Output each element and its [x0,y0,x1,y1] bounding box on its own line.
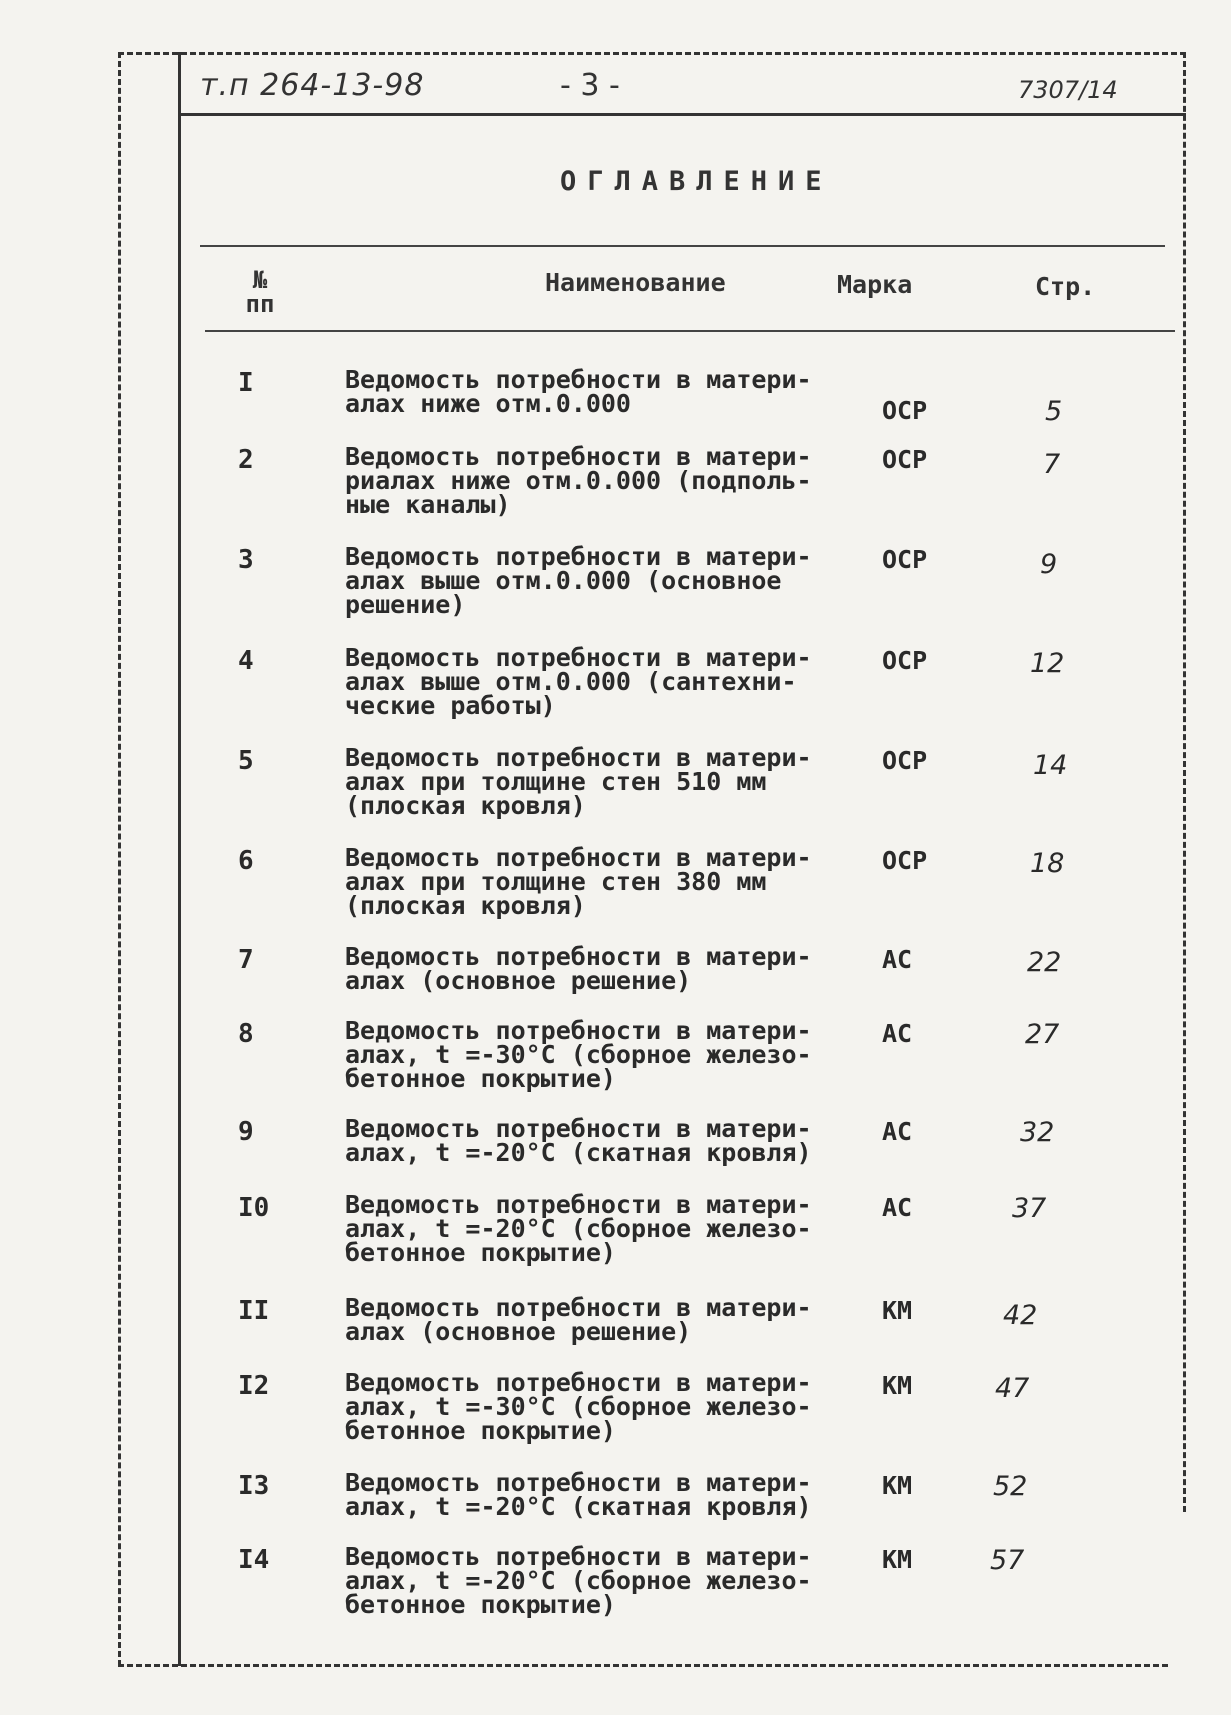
row-number: 2 [238,445,254,475]
row-number: 3 [238,545,254,575]
column-header-number: № пп [245,266,275,318]
row-mark: ОСР [882,846,928,875]
row-name: Ведомость потребности в матери- алах (основное решение) [345,1293,812,1346]
row-page: 7 [1043,449,1061,480]
row-mark: КМ [882,1296,913,1325]
row-name: Ведомость потребности в матери- риалах ниже отм.0.000 (подполь- ные каналы) [345,442,812,519]
row-number: I3 [238,1471,270,1501]
row-page: 47 [995,1373,1030,1404]
row-page: 14 [1033,750,1068,781]
row-name: Ведомость потребности в матери- алах, t =-20°С (скатная кровля) [345,1114,812,1167]
row-number: I4 [238,1545,270,1575]
frame-left-inner-line [178,52,181,1666]
page-title: ОГЛАВЛЕНИЕ [560,166,833,197]
frame-bottom-line [118,1664,1168,1667]
row-mark: АС [882,1019,913,1048]
row-page: 32 [1020,1117,1055,1148]
frame-top-line [118,52,1186,55]
row-name: Ведомость потребности в матери- алах, t =-20°С (скатная кровля) [345,1468,812,1521]
row-number: 8 [238,1019,254,1049]
reference-number: 7307/14 [1018,76,1118,104]
row-mark: АС [882,1117,913,1146]
row-page: 5 [1045,396,1063,427]
row-number: II [238,1296,270,1326]
row-name: Ведомость потребности в матери- алах, t =-30°С (сборное железо- бетонное покрытие) [345,1368,812,1445]
row-number: 6 [238,846,254,876]
row-name: Ведомость потребности в матери- алах, t =-20°С (сборное железо- бетонное покрытие) [345,1542,812,1619]
row-mark: АС [882,1193,913,1222]
column-header-mark: Марка [837,270,913,299]
header-separator [178,113,1186,116]
row-number: 7 [238,945,254,975]
row-number: I2 [238,1371,270,1401]
row-name: Ведомость потребности в матери- алах, t =-20°С (сборное железо- бетонное покрытие) [345,1190,812,1267]
row-number: 5 [238,746,254,776]
row-mark: ОСР [882,445,928,474]
row-page: 52 [993,1471,1028,1502]
row-mark: ОСР [882,545,928,574]
row-page: 37 [1012,1193,1047,1224]
table-header-rule [205,330,1175,332]
column-header-page: Стр. [1035,272,1096,301]
column-header-name: Наименование [545,268,726,297]
row-page: 42 [1003,1300,1038,1331]
row-mark: КМ [882,1471,913,1500]
row-mark: ОСР [882,746,928,775]
row-name: Ведомость потребности в матери- алах при толщине стен 380 мм (плоская кровля) [345,843,812,920]
table-top-rule [200,245,1165,247]
row-name: Ведомость потребности в матери- алах выше отм.0.000 (основное решение) [345,542,812,619]
row-name: Ведомость потребности в матери- алах выше отм.0.000 (сантехни- ческие работы) [345,643,812,720]
frame-right-line [1183,52,1186,1512]
row-page: 9 [1040,549,1058,580]
row-number: 4 [238,646,254,676]
frame-left-outer-line [118,52,121,1666]
row-number: I0 [238,1193,270,1223]
row-mark: КМ [882,1545,913,1574]
row-mark: АС [882,945,913,974]
row-mark: ОСР [882,396,928,425]
page-number: - 3 - [560,68,620,103]
row-number: 9 [238,1117,254,1147]
row-name: Ведомость потребности в матери- алах (основное решение) [345,942,812,995]
row-mark: ОСР [882,646,928,675]
document-code: т.п 264-13-98 [200,68,425,103]
row-page: 12 [1030,648,1065,679]
row-page: 22 [1027,947,1062,978]
row-page: 27 [1025,1019,1060,1050]
row-name: Ведомость потребности в матери- алах при толщине стен 510 мм (плоская кровля) [345,743,812,820]
row-page: 57 [990,1545,1025,1576]
row-name: Ведомость потребности в матери- алах, t =-30°С (сборное железо- бетонное покрытие) [345,1016,812,1093]
row-number: I [238,368,254,398]
row-name: Ведомость потребности в матери- алах ниже отм.0.000 [345,365,812,418]
row-mark: КМ [882,1371,913,1400]
row-page: 18 [1030,848,1065,879]
